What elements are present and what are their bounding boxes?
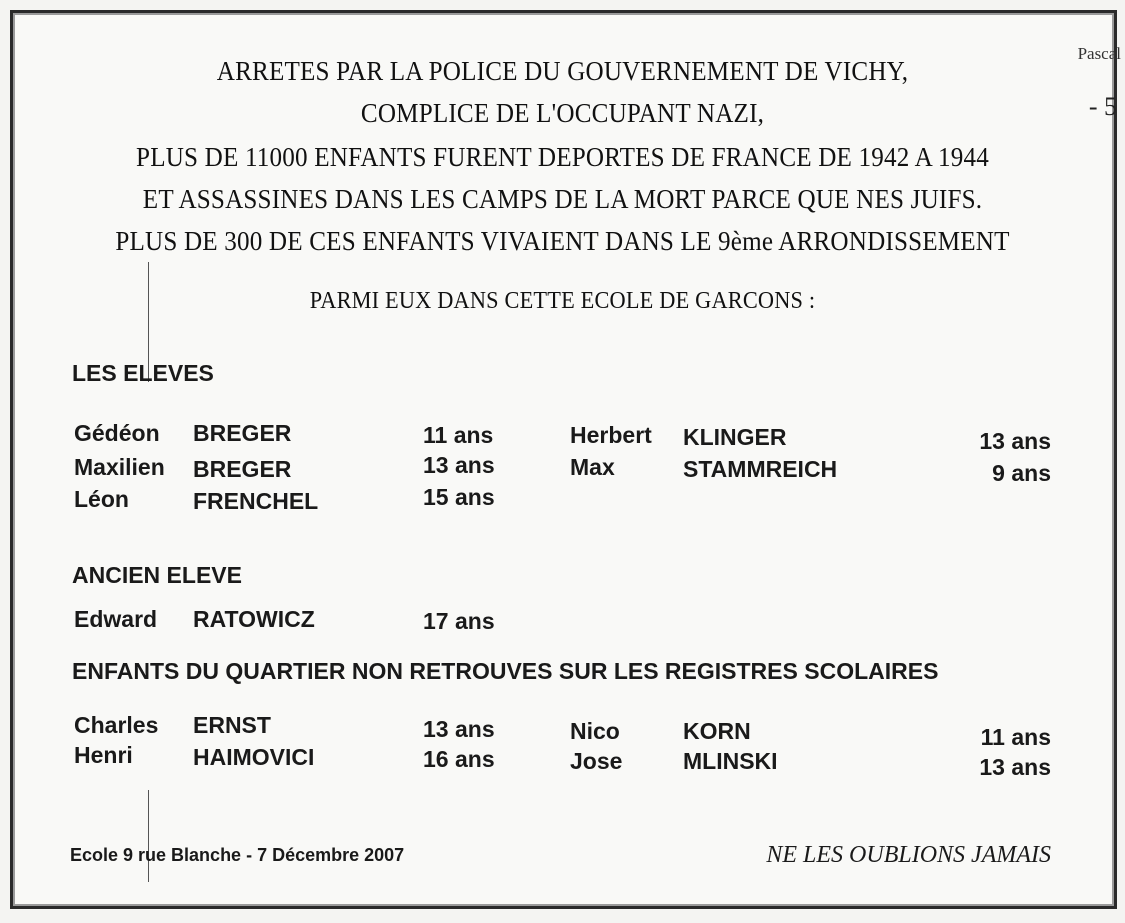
child-first-name: Jose bbox=[570, 748, 623, 774]
student-last-name: BREGER bbox=[193, 456, 292, 482]
child-last-name: HAIMOVICI bbox=[193, 744, 315, 770]
student-last-name: STAMMREICH bbox=[683, 456, 838, 482]
student-last-name: KLINGER bbox=[683, 424, 787, 450]
section-title-quartier: ENFANTS DU QUARTIER NON RETROUVES SUR LES REGISTRES SCOLAIRES bbox=[72, 658, 939, 684]
margin-note: Pascal bbox=[1077, 44, 1121, 63]
child-first-name: Nico bbox=[570, 718, 620, 744]
child-last-name: MLINSKI bbox=[683, 748, 778, 774]
footer-location-date: Ecole 9 rue Blanche - 7 Décembre 2007 bbox=[70, 845, 405, 865]
student-last-name: BREGER bbox=[193, 420, 292, 446]
student-age: 13 ans bbox=[979, 428, 1051, 454]
child-last-name: KORN bbox=[683, 718, 751, 744]
header-line-5: PLUS DE 300 DE CES ENFANTS VIVAIENT DANS LE 9ème ARRONDISSEMENT bbox=[115, 226, 1010, 256]
header-line-4: ET ASSASSINES DANS LES CAMPS DE LA MORT PARCE QUE NES JUIFS. bbox=[142, 184, 983, 214]
margin-mark: - 5 bbox=[1088, 92, 1117, 121]
student-first-name: Maxilien bbox=[74, 454, 165, 480]
student-age: 13 ans bbox=[423, 452, 495, 478]
header-line-1: ARRETES PAR LA POLICE DU GOUVERNEMENT DE VICHY, bbox=[216, 56, 909, 86]
student-first-name: Edward bbox=[74, 606, 158, 632]
student-age: 15 ans bbox=[423, 484, 495, 510]
student-first-name: Max bbox=[570, 454, 615, 480]
child-age: 13 ans bbox=[979, 754, 1051, 780]
child-age: 16 ans bbox=[423, 746, 495, 772]
section-title-eleves: LES ELEVES bbox=[72, 360, 214, 386]
footer-motto: NE LES OUBLIONS JAMAIS bbox=[766, 842, 1051, 868]
student-age: 9 ans bbox=[992, 460, 1051, 486]
student-age: 11 ans bbox=[423, 422, 494, 448]
student-last-name: FRENCHEL bbox=[193, 488, 319, 514]
child-age: 13 ans bbox=[423, 716, 495, 742]
student-first-name: Léon bbox=[74, 486, 129, 512]
student-first-name: Gédéon bbox=[74, 420, 160, 446]
pen-mark bbox=[148, 790, 149, 882]
child-last-name: ERNST bbox=[193, 712, 271, 738]
child-age: 11 ans bbox=[980, 724, 1051, 750]
student-first-name: Herbert bbox=[570, 422, 652, 448]
child-first-name: Charles bbox=[74, 712, 159, 738]
section-title-ancien: ANCIEN ELEVE bbox=[72, 562, 242, 588]
header-line-6: PARMI EUX DANS CETTE ECOLE DE GARCONS : bbox=[309, 288, 816, 314]
header-line-2: COMPLICE DE L'OCCUPANT NAZI, bbox=[360, 98, 765, 128]
student-age: 17 ans bbox=[423, 608, 495, 634]
child-first-name: Henri bbox=[74, 742, 133, 768]
header-line-3: PLUS DE 11000 ENFANTS FURENT DEPORTES DE FRANCE DE 1942 A 1944 bbox=[136, 142, 989, 172]
student-last-name: RATOWICZ bbox=[193, 606, 315, 632]
